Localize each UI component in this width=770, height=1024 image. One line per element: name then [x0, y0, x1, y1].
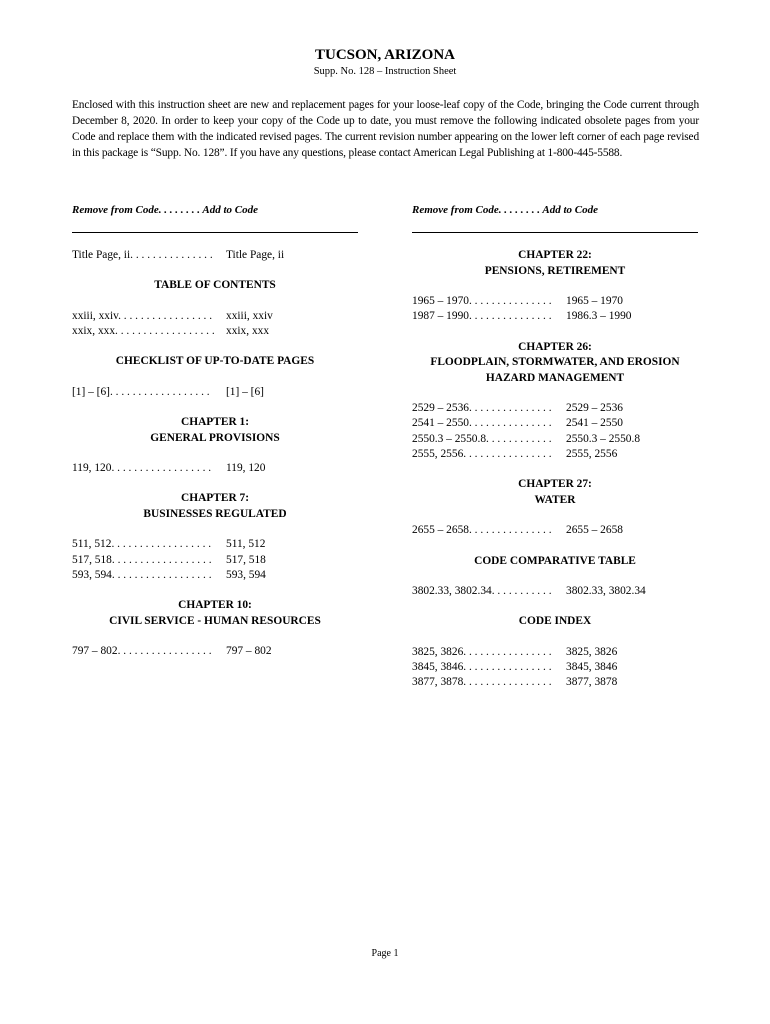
chapter-title: CIVIL SERVICE - HUMAN RESOURCES — [109, 614, 321, 627]
remove-pages: 797 – 802. . . . . . . . . . . . . . . . . — [72, 645, 212, 658]
right-column — [412, 204, 698, 691]
remove-pages: 2655 – 2658. . . . . . . . . . . . . . . — [412, 524, 552, 537]
list-item — [412, 660, 698, 675]
list-item — [72, 309, 358, 324]
list-item — [72, 553, 358, 568]
list-item — [72, 385, 358, 400]
remove-pages: 3877, 3878. . . . . . . . . . . . . . . . — [412, 676, 552, 689]
section-heading: CHECKLIST OF UP-TO-DATE PAGES — [115, 355, 315, 368]
section-heading — [72, 491, 358, 522]
add-pages: 2555, 2556 — [566, 447, 618, 460]
remove-pages: 1965 – 1970. . . . . . . . . . . . . . . — [412, 295, 552, 307]
list-item — [72, 324, 358, 339]
list-item — [412, 432, 698, 447]
remove-pages: 1987 – 1990. . . . . . . . . . . . . . . — [412, 310, 552, 323]
remove-pages: [1] – [6]. . . . . . . . . . . . . . . . . . — [72, 385, 210, 398]
section-heading — [412, 340, 698, 387]
chapter-title-cont: HAZARD MANAGEMENT — [485, 371, 625, 384]
remove-pages: Title Page, ii. . . . . . . . . . . . . . . — [72, 249, 213, 261]
list-item — [72, 461, 358, 476]
list-item — [72, 568, 358, 583]
chapter-number: CHAPTER 7: — [180, 492, 250, 505]
add-pages: xxix, xxx — [226, 325, 270, 338]
chapter-number: CHAPTER 26: — [518, 340, 592, 353]
list-item — [412, 309, 698, 324]
chapter-number: CHAPTER 27: — [518, 478, 592, 491]
remove-pages: 2541 – 2550. . . . . . . . . . . . . . . — [412, 417, 552, 430]
section-heading — [412, 248, 698, 279]
remove-pages: xxiii, xxiv. . . . . . . . . . . . . . . . . — [72, 309, 213, 322]
chapter-number: CHAPTER 22: — [518, 249, 592, 261]
page-subtitle: Supp. No. 128 – Instruction Sheet — [313, 66, 457, 77]
remove-pages: 119, 120. . . . . . . . . . . . . . . . . . — [72, 462, 212, 475]
add-pages: 1965 – 1970 — [566, 295, 623, 307]
add-pages: 511, 512 — [226, 538, 266, 551]
right-column-header: Remove from Code. . . . . . . . Add to Code — [412, 204, 598, 216]
chapter-title: FLOODPLAIN, STORMWATER, AND EROSION — [430, 356, 680, 369]
section-heading — [72, 415, 358, 446]
remove-pages: 3845, 3846. . . . . . . . . . . . . . . . — [412, 661, 552, 674]
remove-pages: 3802.33, 3802.34. . . . . . . . . . . — [412, 585, 552, 598]
add-pages: 3845, 3846 — [566, 661, 618, 674]
remove-pages: 2550.3 – 2550.8. . . . . . . . . . . . — [412, 432, 552, 445]
add-pages: 1986.3 – 1990 — [566, 310, 632, 323]
add-pages: 593, 594 — [226, 569, 266, 582]
list-item — [412, 294, 698, 309]
chapter-title: PENSIONS, RETIREMENT — [484, 264, 626, 277]
remove-pages: xxix, xxx. . . . . . . . . . . . . . . . . . — [72, 325, 215, 338]
add-pages: 517, 518 — [226, 553, 266, 566]
list-item — [72, 248, 358, 263]
add-pages: Title Page, ii — [226, 249, 285, 261]
chapter-title: WATER — [534, 493, 576, 506]
list-item — [412, 401, 698, 416]
chapter-number: CHAPTER 1: — [180, 416, 250, 429]
section-heading — [72, 598, 358, 629]
remove-pages: 517, 518. . . . . . . . . . . . . . . . . . — [72, 553, 212, 566]
remove-pages: 2529 – 2536. . . . . . . . . . . . . . . — [412, 402, 552, 415]
add-pages: 3825, 3826 — [566, 645, 618, 658]
add-pages: 2529 – 2536 — [566, 402, 623, 415]
page-title: TUCSON, ARIZONA — [314, 47, 456, 63]
section-heading — [412, 477, 698, 508]
chapter-number: CHAPTER 10: — [178, 599, 252, 612]
list-item — [412, 447, 698, 462]
list-item — [72, 644, 358, 659]
list-item — [412, 675, 698, 690]
add-pages: 3802.33, 3802.34 — [566, 585, 646, 598]
add-pages: 119, 120 — [226, 462, 266, 475]
chapter-title: GENERAL PROVISIONS — [150, 431, 280, 444]
list-item — [412, 416, 698, 431]
list-item — [412, 523, 698, 538]
add-pages: 2541 – 2550 — [566, 417, 623, 430]
list-item — [72, 537, 358, 552]
left-column-rule — [72, 232, 358, 233]
add-pages: 3877, 3878 — [566, 676, 618, 689]
intro-paragraph: Enclosed with this instruction sheet are new and replacement pages for your loose-leaf copy of the Code, bringing the Code current through December 8, 2020. In order to keep your copy of the Code up to date, you must remove the following indicated obsolete pages from your Code and replace them with the indicated revised pages. The current revision number appearing on the lower left corner of each page revised in this package is “Supp. No. 128”. If you have any questions, please contact American Legal Publishing at 1-800-445-5588. — [72, 99, 699, 159]
chapter-title: BUSINESSES REGULATED — [143, 507, 287, 520]
add-pages: 797 – 802 — [226, 645, 272, 658]
page-number: Page 1 — [371, 948, 399, 959]
list-item — [412, 584, 698, 599]
left-column-header: Remove from Code. . . . . . . . Add to Code — [72, 204, 258, 216]
section-heading: CODE COMPARATIVE TABLE — [474, 554, 636, 567]
add-pages: xxiii, xxiv — [226, 309, 273, 322]
section-heading: TABLE OF CONTENTS — [154, 279, 276, 292]
remove-pages: 3825, 3826. . . . . . . . . . . . . . . . — [412, 645, 552, 658]
left-column — [72, 204, 358, 660]
add-pages: [1] – [6] — [226, 385, 264, 398]
add-pages: 2655 – 2658 — [566, 524, 623, 537]
add-pages: 2550.3 – 2550.8 — [566, 432, 641, 445]
section-heading: CODE INDEX — [518, 615, 592, 628]
right-column-rule — [412, 232, 698, 233]
remove-pages: 593, 594. . . . . . . . . . . . . . . . . . — [72, 569, 212, 582]
remove-pages: 2555, 2556. . . . . . . . . . . . . . . . — [412, 447, 552, 460]
remove-pages: 511, 512. . . . . . . . . . . . . . . . . . — [72, 538, 212, 551]
list-item — [412, 645, 698, 660]
